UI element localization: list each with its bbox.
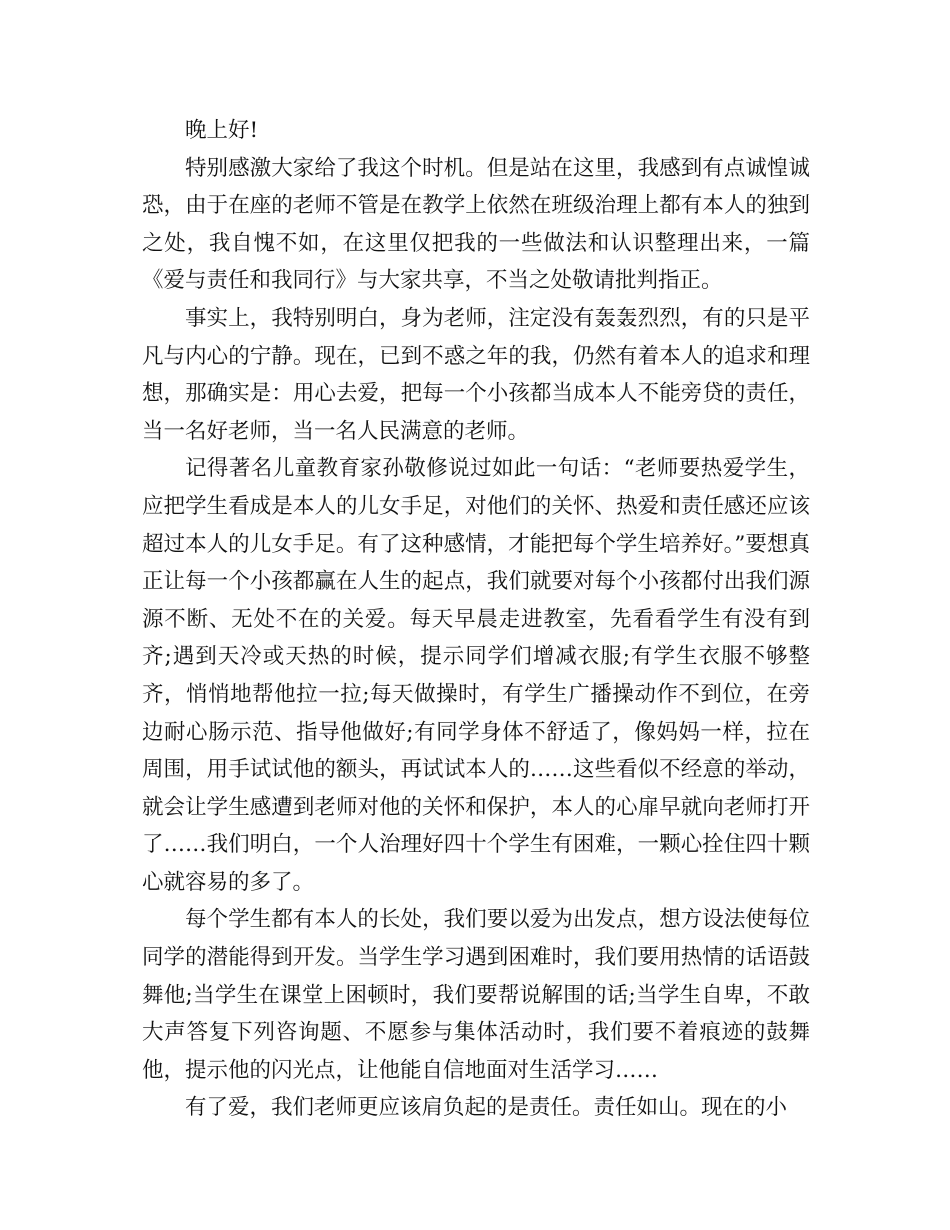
paragraph-responsibility: 有了爱，我们老师更应该肩负起的是责任。责任如山。现在的小 (185, 1095, 788, 1121)
paragraph-greeting: 晚上好! (185, 118, 259, 143)
paragraph-thanks: 特别感激大家给了我这个时机。但是站在这里，我感到有点诚惶诚恐，由于在座的老师不管是在教学上依然在班级治理上都有本人的独到之处，我自愧不如，在这里仅把我的一些做法和认识整理出来，一篇《爱与责任和我同行》与大家共享，不当之处敬请批判指正。 (142, 155, 810, 294)
document-body (142, 112, 810, 1127)
paragraph-strengths: 每个学生都有本人的长处，我们要以爱为出发点，想方设法使每位同学的潜能得到开发。当学生学习遇到困难时，我们要用热情的话语鼓舞他;当学生在课堂上困顿时，我们要帮说解围的话;当学生自卑，不敢大声答复下列咨询题、不愿参与集体活动时，我们要不着痕迹的鼓舞他，提示他的闪光点，让他能自信地面对生活学习…… (142, 907, 810, 1083)
paragraph-reflection: 事实上，我特别明白，身为老师，注定没有轰轰烈烈，有的只是平凡与内心的宁静。现在，已到不惑之年的我，仍然有着本人的追求和理想，那确实是：用心去爱，把每一个小孩都当成本人不能旁贷的责任，当一名好老师，当一名人民满意的老师。 (142, 305, 810, 444)
paragraph-quote: 记得著名儿童教育家孙敬修说过如此一句话：“老师要热爱学生，应把学生看成是本人的儿女手足，对他们的关怀、热爱和责任感还应该超过本人的儿女手足。有了这种感情，才能把每个学生培养好。”要想真正让每一个小孩都赢在人生的起点，我们就要对每个小孩都付出我们源源不断、无处不在的关爱。每天早晨走进教室，先看看学生有没有到齐;遇到天冷或天热的时候，提示同学们增减衣服;有学生衣服不够整齐，悄悄地帮他拉一拉;每天做操时，有学生广播操动作不到位，在旁边耐心肠示范、指导他做好;有同学身体不舒适了，像妈妈一样，拉在周围，用手试试他的额头，再试试本人的……这些看似不经意的举动，就会让学生感遭到老师对他的关怀和保护，本人的心扉早就向老师打开了……我们明白，一个人治理好四十个学生有困难，一颗心拴住四十颗心就容易的多了。 (142, 456, 810, 895)
